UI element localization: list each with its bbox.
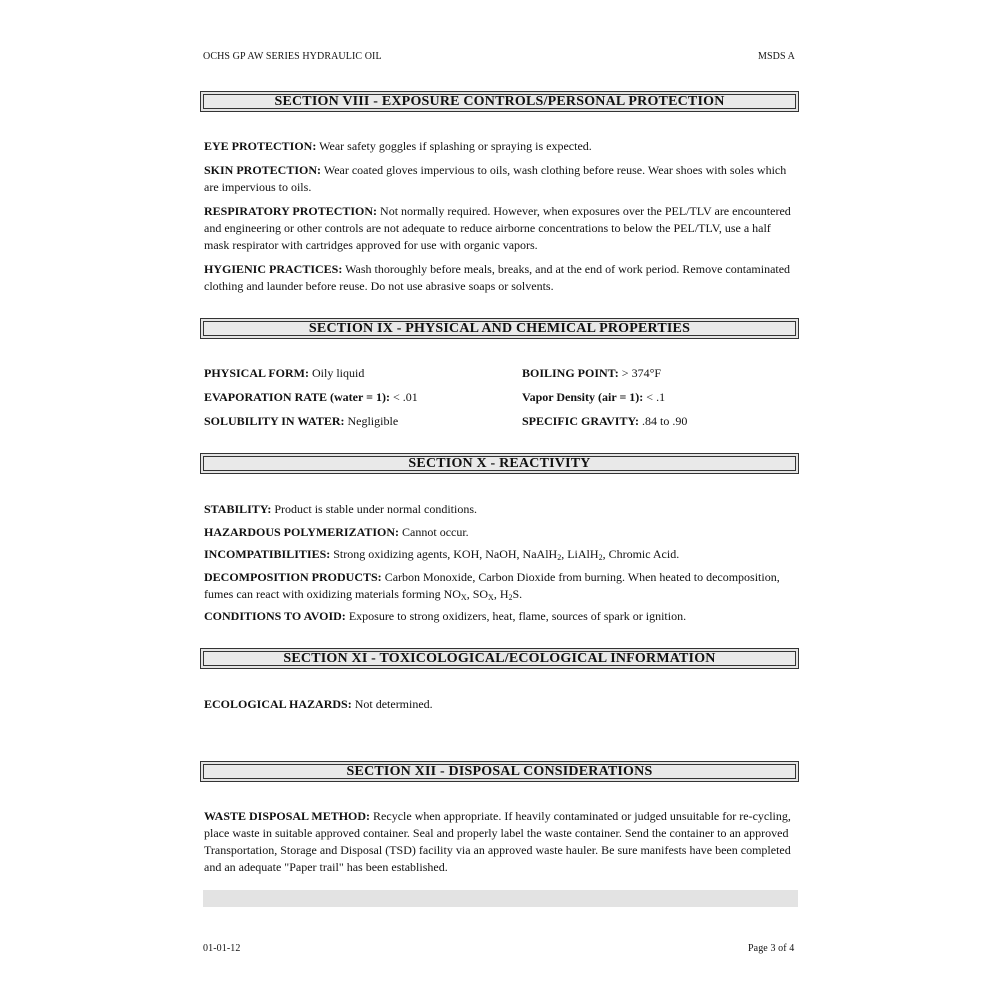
specific-gravity-label: SPECIFIC GRAVITY: — [522, 414, 640, 428]
waste-disposal-method — [204, 808, 800, 876]
decomposition-sub-2: X — [488, 593, 494, 602]
respiratory-protection-label: RESPIRATORY PROTECTION: — [204, 204, 378, 218]
hazardous-polymerization — [204, 524, 799, 541]
specific-gravity — [522, 414, 687, 428]
respiratory-protection — [204, 203, 799, 254]
evaporation-rate-value: < .01 — [392, 390, 418, 404]
section-end-bar — [203, 890, 798, 907]
skin-protection — [204, 162, 799, 196]
section-11-header — [200, 648, 799, 669]
evaporation-rate — [204, 390, 418, 404]
section-9-header — [200, 318, 799, 339]
decomposition-products — [204, 569, 799, 603]
physical-form-label: PHYSICAL FORM: — [204, 366, 309, 380]
conditions-to-avoid — [204, 608, 799, 625]
incompatibilities-text-a: Strong oxidizing agents, KOH, NaOH, NaAlH — [333, 547, 558, 561]
physical-form — [204, 366, 364, 380]
eye-protection-text: Wear safety goggles if splashing or spraying is expected. — [319, 139, 592, 153]
stability-label: STABILITY: — [204, 502, 272, 516]
incompatibilities-label: INCOMPATIBILITIES: — [204, 547, 331, 561]
solubility-label: SOLUBILITY IN WATER: — [204, 414, 345, 428]
waste-disposal-text: Recycle when appropriate. If heavily contaminated or judged unsuitable for re-cycling, place waste in suitable approved container. Seal and properly label the waste container. Send the container to an approved Transportation, Storage and Disposal (TSD) facility via an approved waste hauler. Be sure manifests have been completed and an adequate "Paper trail" has been established. — [204, 809, 791, 874]
decomposition-products-label: DECOMPOSITION PRODUCTS: — [204, 570, 382, 584]
waste-disposal-label: WASTE DISPOSAL METHOD: — [204, 809, 371, 823]
skin-protection-text: Wear coated gloves impervious to oils, wash clothing before reuse. Wear shoes with soles which are impervious to oils. — [204, 163, 787, 194]
eye-protection-label: EYE PROTECTION: — [204, 139, 317, 153]
respiratory-protection-text: Not normally required. However, when exposures over the PEL/TLV are encountered and engineering or other controls are not adequate to reduce airborne concentrations to below the PEL/TLV, use a half mask respirator with cartridges approved for use with organic vapors. — [204, 204, 791, 252]
vapor-density-label: Vapor Density (air = 1): — [522, 390, 644, 404]
incompatibilities-text-b: , LiAlH — [561, 547, 599, 561]
section-12-header — [200, 761, 799, 782]
ecological-hazards — [204, 696, 799, 713]
decomposition-text-d: S. — [512, 587, 523, 601]
incompatibilities-sub-1: 2 — [557, 553, 562, 562]
conditions-to-avoid-label: CONDITIONS TO AVOID: — [204, 609, 346, 623]
decomposition-text-c: , H — [493, 587, 509, 601]
hygienic-practices-label: HYGIENIC PRACTICES: — [204, 262, 343, 276]
page-number: Page 3 of 4 — [748, 943, 795, 954]
specific-gravity-value: .84 to .90 — [642, 414, 688, 428]
incompatibilities-sub-2: 2 — [598, 553, 603, 562]
stability-text: Product is stable under normal conditions. — [274, 502, 478, 516]
ecological-hazards-label: ECOLOGICAL HAZARDS: — [204, 697, 352, 711]
decomposition-sub-3: 2 — [508, 593, 513, 602]
section-8-header — [200, 91, 799, 112]
incompatibilities — [204, 546, 799, 563]
section-9-title: SECTION IX - PHYSICAL AND CHEMICAL PROPERTIES — [203, 321, 796, 336]
section-12-title: SECTION XII - DISPOSAL CONSIDERATIONS — [203, 764, 796, 779]
hazardous-polymerization-text: Cannot occur. — [402, 525, 469, 539]
revision-date: 01-01-12 — [203, 943, 241, 954]
decomposition-text-a: Carbon Monoxide, Carbon Dioxide from burning. When heated to decomposition, fumes can react with oxidizing materials forming NO — [204, 570, 780, 601]
hygienic-practices — [204, 261, 799, 295]
boiling-point-label: BOILING POINT: — [522, 366, 619, 380]
hygienic-practices-text: Wash thoroughly before meals, breaks, and at the end of work period. Remove contaminated clothing and launder before reuse. Do not use abrasive soaps or solvents. — [204, 262, 791, 293]
evaporation-rate-label: EVAPORATION RATE (water = 1): — [204, 390, 390, 404]
hazardous-polymerization-label: HAZARDOUS POLYMERIZATION: — [204, 525, 400, 539]
physical-form-value: Oily liquid — [312, 366, 365, 380]
solubility-value: Negligible — [347, 414, 399, 428]
section-10-title: SECTION X - REACTIVITY — [203, 456, 796, 471]
decomposition-text-b: , SO — [466, 587, 489, 601]
document-id: MSDS A — [758, 51, 796, 62]
section-8-title: SECTION VIII - EXPOSURE CONTROLS/PERSONAL PROTECTION — [203, 94, 796, 109]
stability — [204, 501, 799, 518]
vapor-density-value: < .1 — [646, 390, 666, 404]
boiling-point-value: > 374°F — [621, 366, 662, 380]
eye-protection — [204, 138, 799, 155]
boiling-point — [522, 366, 661, 380]
skin-protection-label: SKIN PROTECTION: — [204, 163, 322, 177]
incompatibilities-text-c: , Chromic Acid. — [602, 547, 680, 561]
document-product-name: OCHS GP AW SERIES HYDRAULIC OIL — [203, 51, 382, 62]
vapor-density — [522, 390, 665, 404]
section-10-header — [200, 453, 799, 474]
decomposition-sub-1: X — [460, 593, 467, 602]
ecological-hazards-text: Not determined. — [354, 697, 433, 711]
conditions-to-avoid-text: Exposure to strong oxidizers, heat, flame, sources of spark or ignition. — [348, 609, 687, 623]
solubility-in-water — [204, 414, 398, 428]
section-11-title: SECTION XI - TOXICOLOGICAL/ECOLOGICAL INFORMATION — [203, 651, 796, 666]
